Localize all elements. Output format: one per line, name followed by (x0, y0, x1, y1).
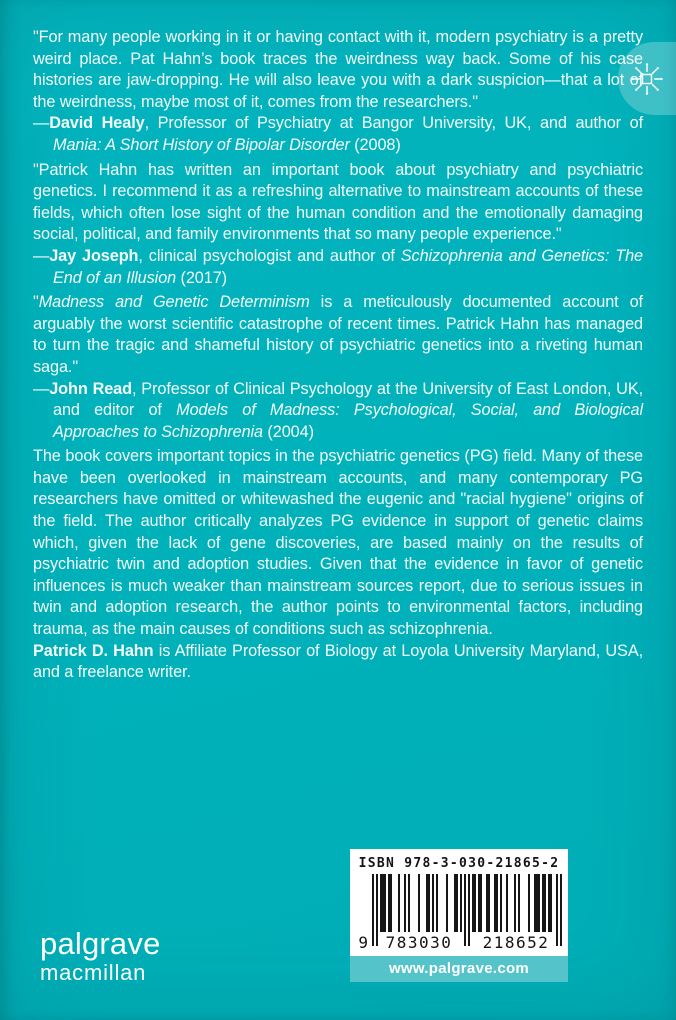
barcode-digit-group-2: 783030 (385, 933, 453, 950)
publisher-website-band: www.palgrave.com (350, 956, 568, 982)
endorsement-quote-2 (33, 160, 643, 290)
quote-attribution: —David Healy, Professor of Psychiatry at Bangor University, UK, and author of Mania: A Short History of Bipolar Disorder (2008) (33, 114, 643, 154)
quote-text: "Patrick Hahn has written an important book about psychiatry and psychiatric genetics. I recommend it as a refreshing alternative to mainstream accounts of these fields, which often lose sight of the human condition and the emotionally damaging social, political, and family environments that so many people experience." (33, 160, 643, 244)
author-bio: Patrick D. Hahn is Affiliate Professor of Biology at Loyola University Maryland, USA, and a freelance writer. (33, 641, 643, 682)
endorsement-quote-3 (33, 292, 643, 443)
book-description: The book covers important topics in the psychiatric genetics (PG) field. Many of these have been overlooked in mainstream accounts, and many contemporary PG researchers have omitted or whitewashed the eugenic and "racial hygiene" origins of the field. The author critically analyzes PG evidence in support of genetic claims which, given the lack of gene discoveries, are based mainly on the results of psychiatric twin and adoption studies. Given that the evidence in favor of genetic influences is much weaker than mainstream sources report, due to serious issues in twin and adoption research, the author points to environmental factors, including trauma, as the main causes of conditions such as schizophrenia. (33, 447, 643, 639)
barcode-box (350, 849, 568, 956)
quote-text: "Madness and Genetic Determinism is a meticulously documented account of arguably the worst scientific catastrophe of recent times. Patrick Hahn has managed to turn the tragic and shameful history of psychiatric genetics into a riveting human saga." (33, 293, 643, 376)
barcode-digit-group-1: 9 (358, 933, 370, 950)
palgrave-wordmark: palgrave (40, 926, 161, 961)
quote-text: "For many people working in it or having contact with it, modern psychiatry is a pretty weird place. Pat Hahn’s book traces the weirdness way back. Some of his case histories are jaw-dropping. He will also leave you with a dark suspicion—that a lot of the weirdness, maybe most of it, comes from the researchers." (33, 28, 643, 111)
macmillan-wordmark: macmillan (40, 960, 147, 985)
barcode-bars-svg (356, 874, 562, 950)
publisher-logo (40, 928, 161, 984)
endorsement-quote-1 (33, 27, 643, 157)
quote-attribution: —Jay Joseph, clinical psychologist and author of Schizophrenia and Genetics: The End of an Illusion (2017) (33, 246, 643, 287)
barcode-panel (350, 849, 568, 982)
back-cover-text (33, 27, 643, 684)
quote-attribution: —John Read, Professor of Clinical Psychology at the University of East London, UK, and editor of Models of Madness: Psychological, Social, and Biological Approaches to Schizophrenia (2004) (33, 379, 644, 441)
barcode-digit-group-3: 218652 (482, 933, 550, 950)
isbn-label: ISBN 978-3-030-21865-2 (358, 856, 560, 871)
